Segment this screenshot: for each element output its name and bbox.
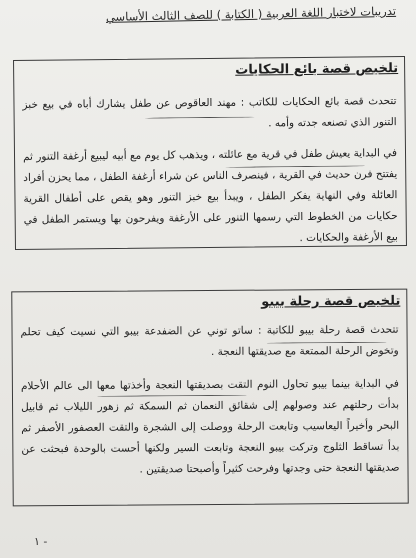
section-title-bibo-journey: تلخيص قصة رحلة بيبو bbox=[261, 293, 401, 310]
page-header-title: تدريبات لاختبار اللغة العربية ( الكتابة ) للصف الثالث الأساسي bbox=[105, 3, 397, 24]
summary-box-story-seller bbox=[13, 56, 407, 250]
summary-box-bibo-journey bbox=[11, 289, 408, 507]
section-intro-story-seller: تتحدث قصة بائع الحكايات للكاتب : مهند العاقوص عن طفل يشارك أباه في بيع خبز التنور الذي تصنعه جدته وأمه . bbox=[22, 95, 397, 130]
section-body-story-seller: في البداية يعيش طفل في قرية مع عائلته ، ويذهب كل يوم مع أبيه ليبيع أرغفة التنور ثم يفتتح فرن حديث في القرية ، فينصرف الناس عن شراء أرغفة الطفل ، مما يحزن أفراد العائلة وفي النهاية يفكر الطفل ، ويبدأ بيع خبز التنور وهو يقص على أطفال القرية حكايات من الخطوط التي رسمها التنور على الأرغفة ويفرحون بها ويستمر الطفل في بيع الأرغفة والحكايات . bbox=[22, 147, 398, 245]
section-title-story-seller: تلخيص قصة بائع الحكايات bbox=[235, 61, 399, 78]
page-number: ١ - bbox=[34, 535, 48, 548]
section-intro-bibo-journey: تتحدث قصة رحلة بيبو للكاتبة : ساتو توني عن الضفدعة بيبو التي نسيت كيف تحلم وتخوض الرحلة الممتعة مع صديقتها النعجة . bbox=[20, 323, 399, 358]
section-body-bibo-journey: في البداية بينما بيبو تحاول النوم التقت بصديقتها النعجة وأخذتها معها الى عالم الأحلام بدأت رحلتهم عند وصولهم إلى شقائق النعمان ثم السمكة ثم زهور الليلاب ثم قابيل البحر وأخيراً اليعاسيب وتابعت الرحلة ووصلت إلى الشجرة والتقت العصفور الأصفر ثم بدأ تساقط الثلوج وتركت بيبو النعجة وتابعت السير ولكنها أحست بالوحدة فبحثت عن صديقتها النعجة حتى وجدتها وفرحت كثيراً وأصبحتا صديقتين . bbox=[20, 377, 400, 476]
